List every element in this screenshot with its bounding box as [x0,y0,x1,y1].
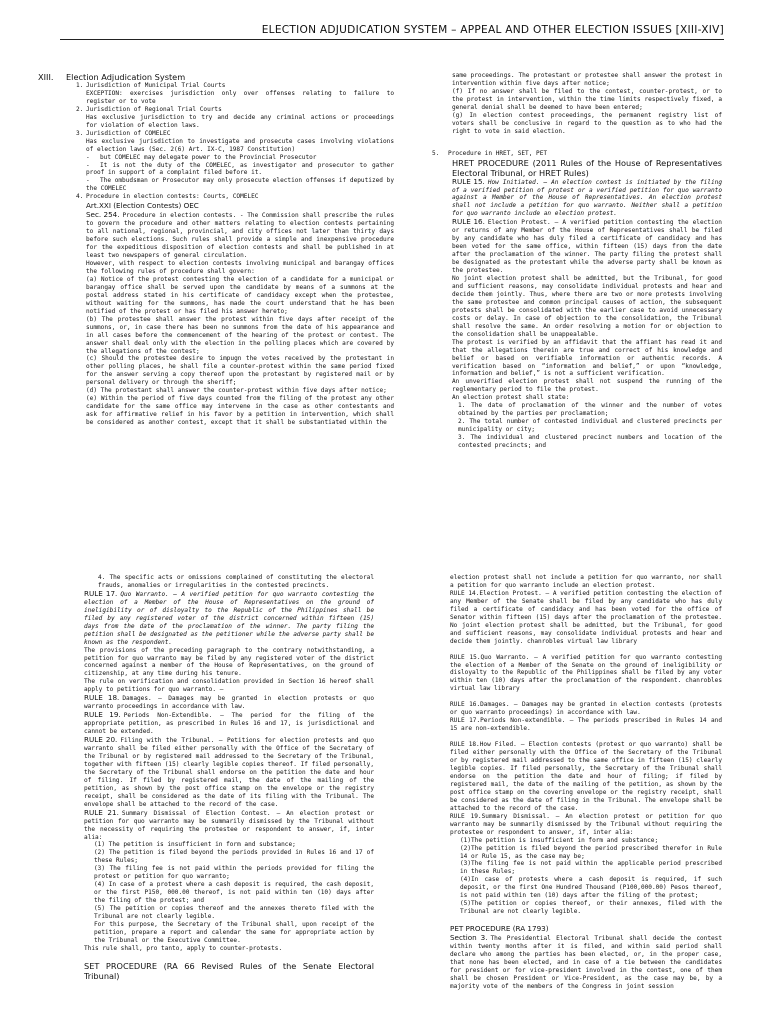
paragraph: EXCEPTION: exercises jurisdiction only over offenses relating to failure to register or to vote [86,89,394,105]
bottom-right-column [450,574,722,1022]
list-item: (3) The filing fee is not paid within the periods provided for filing the protest or petition for quo warranto; [94,865,374,881]
list-item: (1)The petition is insufficient in form and substance; [460,836,659,844]
list-item: (5) The petition or copies thereof and the annexes thereto filed with the Tribunal are not clearly legible. [94,905,374,921]
paragraph: RULE 20. Filing with the Tribunal. – Petitions for election protests and quo warranto shall be filed either personally with the Office of the Secretary of the Tribunal or by registered mail addressed to the Secretary of the Tribunal, together with fifteen (15) clearly legible copies thereof. If filed personally, the Secretary of the Tribunal shall endorse on the petition the date and hour of filing. If filed by registered mail, the date of the mailing of the petition, as shown by the post office stamp on the envelope or the registry receipt, shall be considered as the date of its filing with the Tribunal. The envelope shall be attached to the record of the case. [84,735,374,808]
paragraph: election protest shall not include a petition for quo warranto, nor shall a petition for quo warranto include an election protest. [450,574,722,589]
article-heading: Art.XXI (Election Contests) OEC [86,201,199,211]
paragraph: Sec. 254. Procedure in election contests. - The Commission shall prescribe the rules to govern the procedure and other matters relating to election contests pertaining to all national, regional, provincial, and city offices not later than thirty days before such elections. Such rules shall provide a simple and inexpensive procedure for the expeditious disposition of election contests and shall be published in at least two newspapers of general circulation. [86,210,395,260]
paragraph: No joint election protest shall be admitted, but the Tribunal, for good and sufficient reasons, may consolidate individual protests and hear and decide them jointly. Thus, where there are two or more protests involving the same protestee and common principal causes of action, the subsequent protests shall be consolidated with the earlier case to avoid unnecessary costs or delay. In case of objection to the consolidation, the Tribunal shall resolve the same. An order resolving a motion for or objection to the consolidation shall be unappealable. [452,275,722,338]
set-heading: SET PROCEDURE (RA 66 Revised Rules of the Senate Electoral Tribunal) [84,960,374,981]
paragraph: RULE 16.Damages. – Damages may be granted in election contests (protests or quo warranto proceedings) in accordance with law. [450,701,722,717]
bullet-item: - The ombudsman or Prosecutor may only prosecute election offenses if deputized by the COMELEC [86,177,394,193]
list-item: 2. The total number of contested individual and clustered precincts per municipality or city; [458,418,722,434]
section-title: Election Adjudication System [66,72,186,82]
paragraph: RULE 15.Quo Warranto. – A verified petition for quo warranto contesting the election of a Member of the Senate on the ground of ineligibility or disloyalty to the Republic of the Philippines shall be filed by any voter within ten (10) days after the proclamation of the respondent. chanrobles virtual law library [450,653,722,693]
paragraph: (f) If no answer shall be filed to the contest, counter-protest, or to the protest in intervention, within the time limits respectively fixed, a general denial shall be deemed to have been entered; [452,87,722,111]
paragraph: The protest is verified by an affidavit that the affiant has read it and that the allegations therein are true and correct of his knowledge and belief or based on verifiable information or authentic records. A verification based on “information and belief,” or upon “knowledge, information and belief,” is not a sufficient verification. [452,338,722,378]
paragraph: However, with respect to election contests involving municipal and barangay offices the following rules of procedure shall govern: [86,260,394,275]
paragraph: RULE 16. Election Protest. – A verified petition contesting the election or returns of any Member of the House of Representatives shall be filed by any candidate who has duly filed a certificate of candidacy and has been voted for the same office, within fifteen (15) days from the date after the proclamation of the winner. The party filing the protest shall be designated as the protestant while the adverse party shall be known as the protestee. [452,217,722,275]
paragraph: RULE 17.Periods Non-extendible. – The periods prescribed in Rules 14 and 15 are non-extendible. [450,717,722,733]
paragraph: RULE 14.Election Protest. – A verified petition contesting the election of any Member of the Senate shall be filed by any candidate who has duly filed a certificate of candidacy and has been voted for the office of Senator within fifteen (15) days after the proclamation of the protestee. No joint election protest shall be admitted, but the Tribunal, for good and sufficient reasons, may consolidate individual protests and hear and decide them jointly. chanrobles virtual law library [450,589,722,645]
section-heading [38,72,394,82]
paragraph: RULE 19.Summary Dismissal. – An election protest or petition for quo warranto may be summarily dismissed by the Tribunal without requiring the protestee or respondent to answer, if, inter alia: [450,812,722,836]
paragraph: RULE 15. How Initiated. – An election contest is initiated by the filing of a verified petition of protest or a verified petition for quo warranto against a Member of the House of Representatives. An election protest shall not include a petition for quo warranto. Neither shall a petition for quo warranto include an election protest. [452,176,722,218]
top-right-column [432,72,722,484]
list-item: (5)The petition or copies thereof, or their annexes, filed with the Tribunal are not clearly legible. [460,900,722,916]
paragraph: RULE 17. Quo Warranto. – A verified petition for quo warranto contesting the election of a Member of the House of Representatives on the ground of ineligibility or of disloyalty to the Republic of the Philippines shall be filed by any registered voter of the district concerned within fifteen (15) days from the date of the proclamation of the winner. The party filing the petition shall be designated as the petitioner while the adverse party shall be known as the respondent. [84,588,374,646]
list-item: 1. Jurisdiction of Municipal Trial Courts [76,82,226,89]
list-item: (2) The petition is filed beyond the periods provided in Rules 16 and 17 of these Rules; [94,849,374,865]
list-item: 4. The specific acts or omissions complained of constituting the electoral frauds, anomalies or irregularities in the contested precincts. [98,574,374,589]
page-header: ELECTION ADJUDICATION SYSTEM – APPEAL AND OTHER ELECTION ISSUES [XIII-XIV] [60,24,724,40]
list-item: (1) The petition is insufficient in form and substance; [94,841,296,849]
hret-heading: HRET PROCEDURE (2011 Rules of the House of Representatives Electoral Tribunal, or HRET Rules) [452,157,722,178]
paragraph: The provisions of the preceding paragraph to the contrary notwithstanding, a petition for quo warranto may be filed by any registered voter of the district concerned against a member of the House of Representatives, on the ground of citizenship, at any time during his tenure. [84,646,374,678]
paragraph: The rule on verification and consolidation provided in Section 16 hereof shall apply to petitions for quo warranto. – [84,678,374,694]
paragraph: same proceedings. The protestant or protestee shall answer the protest in intervention within five days after notice; [452,72,722,87]
bullet-item: - It is not the duty of the COMELEC, as investigator and prosecutor to gather proof in support of a complaint filed before it. [86,161,394,177]
paragraph: RULE 21. Summary Dismissal of Election Contest. – An election protest or petition for quo warranto may be summarily dismissed by the Tribunal without the necessity of requiring the protestee or respondent to answer, if, inter alia: [84,807,374,841]
paragraph: (a) Notice of the protest contesting the election of a candidate for a municipal or barangay office shall be served upon the candidate by means of a summons at the postal address stated in his certificate of candidacy except when the protestee, without waiting for the summons, has made the court understand that he has been notified of the protest or has filed his answer hereto; [86,275,394,315]
paragraph: RULE 19. Periods Non-Extendible. – The period for the filing of the appropriate petition, as prescribed in Rules 16 and 17, is jurisdictional and cannot be extended. [84,710,374,736]
list-item: (4) In case of a protest where a cash deposit is required, the cash deposit, or the first P150, 000.00 thereof, is not paid within ten (10) days after the filing of the protest; and [94,881,374,905]
list-item: (4)In case of protests where a cash deposit is required, if such deposit, or the first One Hundred Thousand (P100,000.00) Pesos thereof, is not paid within ten (10) days after the filing of the protest; [460,876,722,900]
section-number: XIII. [38,72,54,82]
top-left-column [38,72,395,484]
paragraph: (c) Should the protestee desire to impugn the votes received by the protestant in other polling places, he shall file a counter-protest within the same period fixed for the answer serving a copy thereof upon the protestant by registered mail or by personal delivery or through the sheriff; [86,355,394,387]
paragraph: This rule shall, pro tanto, apply to counter-protests. [84,944,283,952]
paragraph: An unverified election protest shall not suspend the running of the reglementary period to file the protest. [452,378,722,394]
list-item: 4. Procedure in election contests: Courts, COMELEC [76,193,259,201]
paragraph: For this purpose, the Secretary of the Tribunal shall, upon receipt of the petition, prepare a report and calendar the same for appropriate action by the Tribunal or the Executive Committee. [94,920,374,944]
paragraph: (b) The protestee shall answer the protest within five days after receipt of the summons, or, in case there has been no summons from the date of his appearance and in all cases before the commencement of the hearing of the protest or contest. The answer shall deal only with the election in the polling places which are covered by the allegations of the contest; [86,315,394,355]
bottom-left-column [84,574,374,1014]
list-item: 2. Jurisdiction of Regional Trial Courts [76,105,222,113]
paragraph: An election protest shall state: [452,394,570,402]
paragraph: Has exclusive jurisdiction to try and decide any criminal actions or proceedings for violation of election laws. [86,113,394,129]
list-item: (2)The petition is filed beyond the period prescribed therefor in Rule 14 or Rule 15, as the case may be; [460,844,722,860]
list-item: 5. Procedure in HRET, SET, PET [432,149,548,157]
list-item: 3. Jurisdiction of COMELEC [76,129,171,137]
paragraph: (d) The protestant shall answer the counter-protest within five days after notice; [86,387,387,395]
paragraph: RULE 18. Damages. – Damages may be granted in election protests or quo warranto proceedings in accordance with law. [84,693,374,711]
list-item: 1. The date of proclamation of the winner and the number of votes obtained by the parties per proclamation; [458,402,722,418]
list-item: (3)The filing fee is not paid within the applicable period prescribed in these Rules; [460,860,722,876]
bullet-item: - but COMELEC may delegate power to the Provincial Prosecutor [86,153,317,161]
paragraph: (g) In election contest proceedings, the permanent registry list of voters shall be conclusive in regard to the question as to who had the right to vote in said election. [452,111,722,135]
paragraph: RULE 18.How Filed. – Election contests (protest or quo warranto) shall be filed either personally with the Office of the Secretary of the Tribunal or by registered mail addressed to the same office in fifteen (15) clearly legible copies. If filed personally, the Secretary of the Tribunal shall endorse on the petition the date and hour of filing; if filed by registered mail, the date of the mailing of the petition, as shown by the post office stamp on the covering envelope or the registry receipt, shall be considered as the date of filing in the Tribunal. The envelope shall be attached to the record of the case. [450,741,722,812]
paragraph: (e) Within the period of five days counted from the filing of the protest any other candidate for the same office may intervene in the case as other contestants and ask for affirmative relief in his favor by a petition in intervention, which shall be considered as another contest, except that it shall be substantiated within the [86,395,394,427]
paragraph: Section 3. The Presidential Electoral Tribunal shall decide the contest within twenty months after it is filed, and within said period shall declare who among the parties has been elected, or, in the proper case, that none has been elected, and in case of a tie between the candidates for president or for vice-president involved in the contest, one of them shall be chosen President or Vice-President, as the case may be, by a majority vote of the members of the Congress in joint session [450,933,722,990]
paragraph: Has exclusive jurisdiction to investigate and prosecute cases involving violations of election laws (Sec. 2(6) Art. IX-C, 1987 Constitution) [86,137,394,153]
list-item: 3. The individual and clustered precinct numbers and location of the contested precincts; and [458,434,722,450]
pet-heading: PET PROCEDURE (RA 1793) [450,924,549,934]
